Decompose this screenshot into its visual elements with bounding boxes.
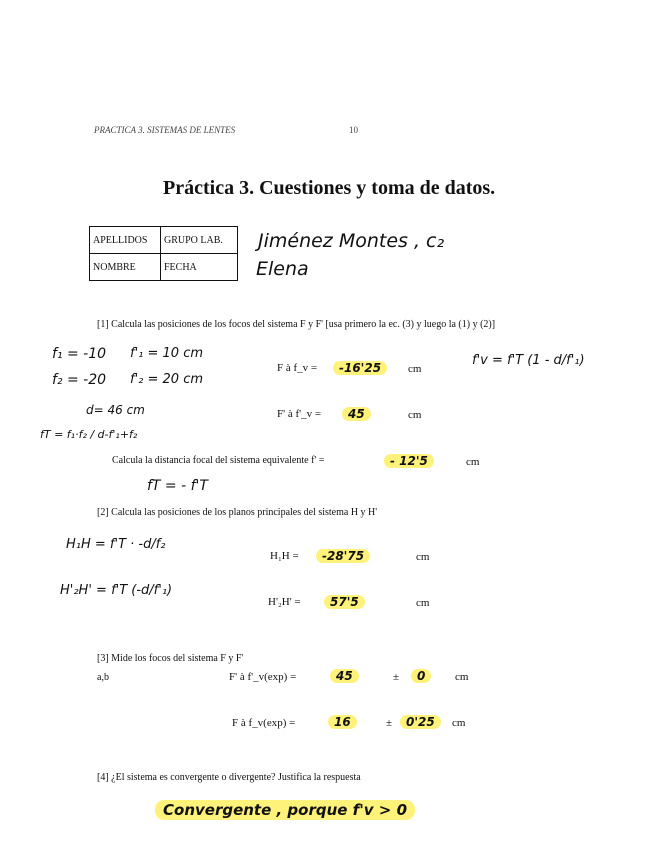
q1-focal-unit: cm [466, 456, 480, 468]
question-1: [1] Calcula las posiciones de los focos del sistema F y F' [usa primero la ec. (3) y luego la (1) y (2)] [97, 319, 496, 330]
handwritten-ft: fT = f₁·f₂ / d-f'₁+f₂ [40, 428, 138, 441]
q3-row1-pm: ± [393, 671, 400, 683]
q2-row2-value: 57'5 [324, 595, 365, 609]
q2-row2-unit: cm [416, 597, 430, 609]
handwritten-f1: f₁ = -10 [52, 346, 107, 362]
q1-focal-value: - 12'5 [384, 454, 434, 468]
handwritten-f1p: f'₁ = 10 cm [130, 346, 204, 361]
handwritten-f2: f₂ = -20 [52, 372, 107, 388]
fecha-label: FECHA [161, 254, 238, 281]
q3-row2-value: 16 [328, 715, 357, 729]
handwritten-apellidos: Jiménez Montes , c₂ [258, 230, 445, 252]
q1-row1-label: F à f_v = [277, 362, 318, 374]
handwritten-nombre: Elena [256, 258, 309, 280]
q1-row2-value: 45 [342, 407, 371, 421]
q1-row1-value-box [333, 359, 387, 377]
q2-row1-value: -28'75 [316, 549, 370, 563]
grupo-label: GRUPO LAB. [161, 227, 238, 254]
handwritten-f2p: f'₂ = 20 cm [130, 372, 204, 387]
q3-ab: a,b [97, 672, 109, 683]
q2-row2-value-box [324, 593, 365, 611]
q4-answer: Convergente , porque f'v > 0 [155, 800, 415, 820]
handwritten-d: d= 46 cm [86, 403, 145, 417]
question-3: [3] Mide los focos del sistema F y F' [97, 653, 244, 664]
handwritten-hh-formula: H₁H = f'T · -d/f₂ [66, 537, 166, 552]
q3-row1-unit: cm [455, 671, 469, 683]
q1-row1-unit: cm [408, 363, 422, 375]
q3-row2-pm: ± [386, 717, 393, 729]
q4-answer-box [155, 801, 415, 820]
q1-row2-value-box [342, 405, 371, 423]
page-title: Práctica 3. Cuestiones y toma de datos. [163, 177, 496, 199]
q1-row2-unit: cm [408, 409, 422, 421]
student-info-table [89, 226, 238, 281]
running-header: PRACTICA 3. SISTEMAS DE LENTES [94, 125, 236, 135]
q3-row1-label: F' à f'_v(exp) = [229, 671, 297, 683]
q3-row1-value-box [330, 667, 359, 685]
q2-row2-label: H'₂H' = [268, 596, 301, 608]
q3-row2-value-box [328, 713, 357, 731]
handwritten-hh2-formula: H'₂H' = f'T (-d/f'₁) [60, 583, 173, 598]
handwritten-ftp: fT = - f'T [147, 478, 208, 494]
q3-row1-value: 45 [330, 669, 359, 683]
q1-row1-value: -16'25 [333, 361, 387, 375]
q3-row1-err-box [411, 667, 431, 685]
q1-focal-value-box [384, 452, 434, 470]
q3-row2-label: F à f_v(exp) = [232, 717, 296, 729]
q3-row1-err: 0 [411, 669, 431, 683]
q2-row1-value-box [316, 547, 370, 565]
handwritten-fv-formula: f'v = f'T (1 - d/f'₁) [472, 353, 585, 368]
page-number: 10 [349, 125, 358, 135]
nombre-label: NOMBRE [90, 254, 161, 281]
q2-row1-unit: cm [416, 551, 430, 563]
question-4: [4] ¿El sistema es convergente o divergente? Justifica la respuesta [97, 772, 361, 783]
q2-row1-label: H₁H = [270, 550, 299, 562]
q3-row2-err: 0'25 [400, 715, 441, 729]
q1-row2-label: F' à f'_v = [277, 408, 322, 420]
q1-focal-text: Calcula la distancia focal del sistema equivalente f' = [112, 455, 325, 466]
question-2: [2] Calcula las posiciones de los planos principales del sistema H y H' [97, 507, 378, 518]
apellidos-label: APELLIDOS [90, 227, 161, 254]
q3-row2-err-box [400, 713, 441, 731]
q3-row2-unit: cm [452, 717, 466, 729]
